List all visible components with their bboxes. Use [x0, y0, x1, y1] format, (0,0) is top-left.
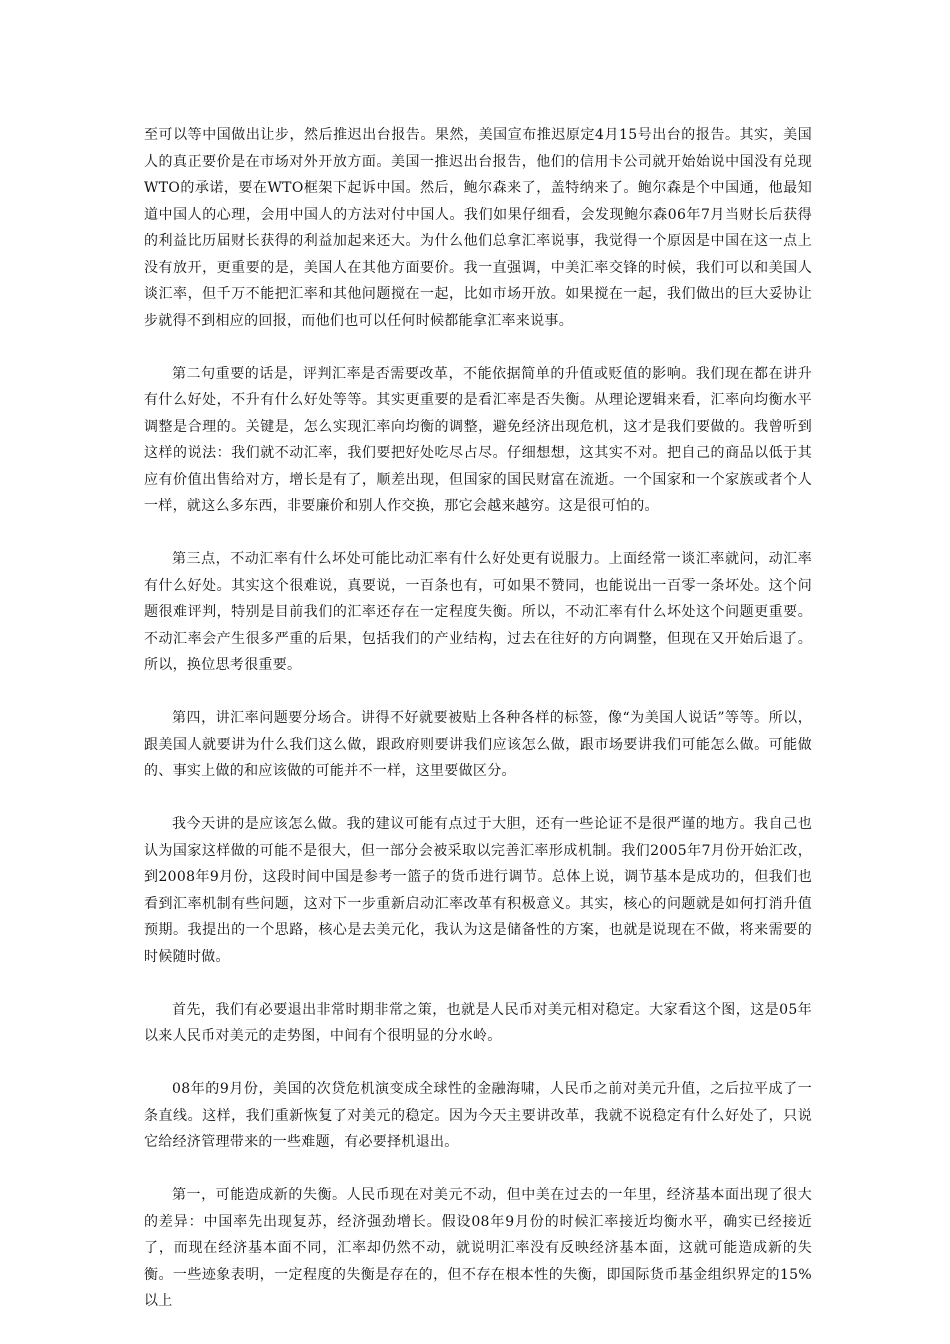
paragraph: 我今天讲的是应该怎么做。我的建议可能有点过于大胆，还有一些论证不是很严谨的地方。我自己也认为国家这样做的可能不是很大，但一部分会被采取以完善汇率形成机制。我们2005年7月份开始汇改，到2008年9月份，这段时间中国是参考一篮子的货币进行调节。总体上说，调节基本是成功的，但我们也看到汇率机制有些问题，这对下一步重新启动汇率改革有积极意义。其实，核心的问题就是如何打消升值预期。我提出的一个思路，核心是去美元化，我认为这是储备性的方案，也就是说现在不做，将来需要的时候随时做。	[144, 816, 812, 965]
paragraph: 第四，讲汇率问题要分场合。讲得不好就要被贴上各种各样的标签，像“为美国人说话”等等。所以，跟美国人就要讲为什么我们这么做，跟政府则要讲我们应该怎么做，跟市场要讲我们可能怎么做。可能做的、事实上做的和应该做的可能并不一样，这里要做区分。	[144, 710, 812, 779]
paragraph: 第二句重要的话是，评判汇率是否需要改革，不能依据简单的升值或贬值的影响。我们现在都在讲升有什么好处，不升有什么好处等等。其实更重要的是看汇率是否失衡。从理论逻辑来看，汇率向均衡水平调整是合理的。关键是，怎么实现汇率向均衡的调整，避免经济出现危机，这才是我们要做的。我曾听到这样的说法：我们就不动汇率，我们要把好处吃尽占尽。仔细想想，这其实不对。把自己的商品以低于其应有价值出售给对方，增长是有了，顺差出现，但国家的国民财富在流逝。一个国家和一个家族或者个人一样，就这么多东西，非要廉价和别人作交换，那它会越来越穷。这是很可怕的。	[144, 365, 812, 514]
paragraph: 首先，我们有必要退出非常时期非常之策，也就是人民币对美元相对稳定。大家看这个图，这是05年以来人民币对美元的走势图，中间有个很明显的分水岭。	[144, 1001, 812, 1044]
document-body	[144, 122, 812, 1341]
paragraph: 至可以等中国做出让步，然后推迟出台报告。果然，美国宣布推迟原定4月15号出台的报告。其实，美国人的真正要价是在市场对外开放方面。美国一推迟出台报告，他们的信用卡公司就开始始说中国没有兑现WTO的承诺，要在WTO框架下起诉中国。然后，鲍尔森来了，盖特纳来了。鲍尔森是个中国通，他最知道中国人的心理，会用中国人的方法对付中国人。我们如果仔细看，会发现鲍尔森06年7月当财长后获得的利益比历届财长获得的利益加起来还大。为什么他们总拿汇率说事，我觉得一个原因是中国在这一点上没有放开，更重要的是，美国人在其他方面要价。我一直强调，中美汇率交锋的时候，我们可以和美国人谈汇率，但千万不能把汇率和其他问题搅在一起，比如市场开放。如果搅在一起，我们做出的巨大妥协让步就得不到相应的回报，而他们也可以任何时候都能拿汇率来说事。	[144, 127, 812, 329]
paragraph: 第三点，不动汇率有什么坏处可能比动汇率有什么好处更有说服力。上面经常一谈汇率就问，动汇率有什么好处。其实这个很难说，真要说，一百条也有，可如果不赞同，也能说出一百零一条坏处。这个问题很难评判，特别是目前我们的汇率还存在一定程度失衡。所以，不动汇率有什么坏处这个问题更重要。不动汇率会产生很多严重的后果，包括我们的产业结构，过去在往好的方向调整，但现在又开始后退了。所以，换位思考很重要。	[144, 551, 812, 673]
paragraph: 第一，可能造成新的失衡。人民币现在对美元不动，但中美在过去的一年里，经济基本面出现了很大的差异：中国率先出现复苏，经济强劲增长。假设08年9月份的时候汇率接近均衡水平，确实已经接近了，而现在经济基本面不同，汇率却仍然不动，就说明汇率没有反映经济基本面，这就可能造成新的失衡。一些迹象表明，一定程度的失衡是存在的，但不存在根本性的失衡，即国际货币基金组织界定的15%以上	[144, 1187, 812, 1309]
paragraph: 08年的9月份，美国的次贷危机演变成全球性的金融海啸，人民币之前对美元升值，之后拉平成了一条直线。这样，我们重新恢复了对美元的稳定。因为今天主要讲改革，我就不说稳定有什么好处了，只说它给经济管理带来的一些难题，有必要择机退出。	[144, 1081, 812, 1150]
